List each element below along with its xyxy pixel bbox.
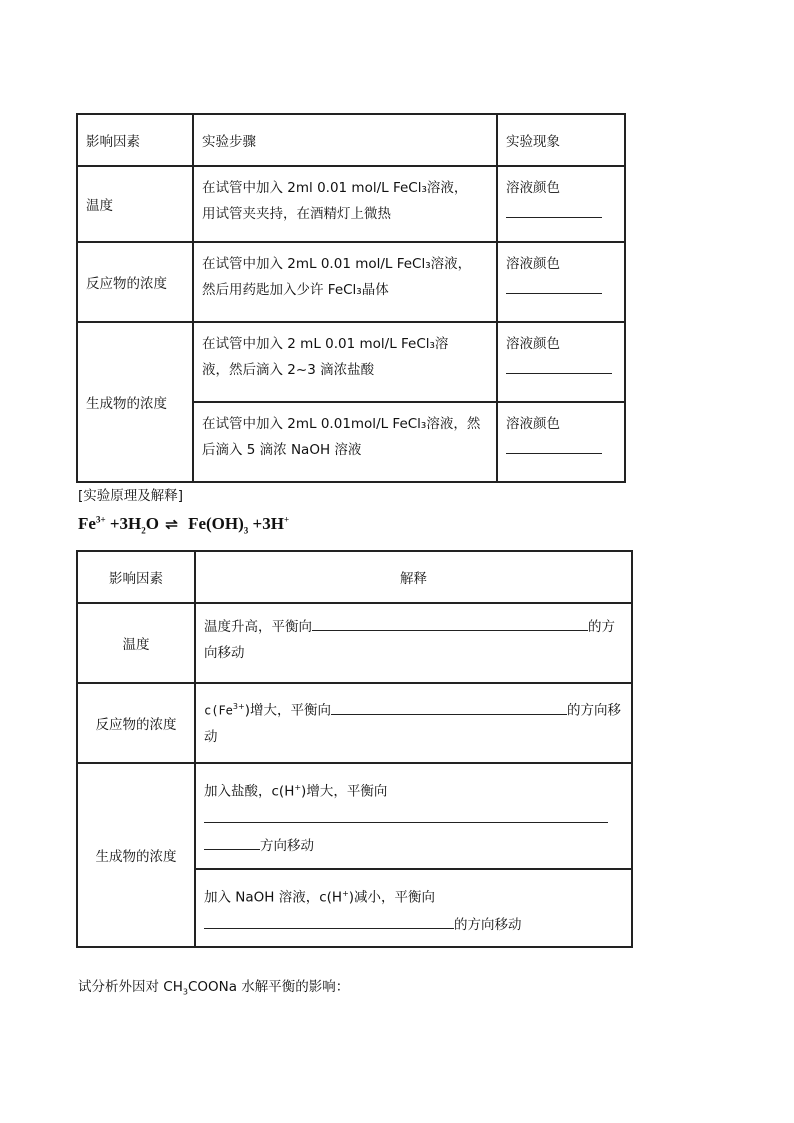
table-header-row [77, 551, 632, 603]
answer-blank[interactable] [506, 359, 612, 374]
table-row [77, 603, 632, 683]
step-cell [193, 322, 497, 402]
answer-blank[interactable] [204, 914, 454, 929]
header-cell: 实验现象 [497, 114, 625, 166]
header-cell: 实验步骤 [193, 114, 497, 166]
factor-cell: 温度 [77, 603, 195, 683]
step-cell [193, 402, 497, 482]
factor-cell: 生成物的浓度 [77, 322, 193, 482]
step-text: 在试管中加入 2mL 0.01 mol/L FeCl₃溶液， [202, 256, 472, 272]
step-text: 在试管中加入 2ml 0.01 mol/L FeCl₃溶液， [202, 180, 468, 196]
explanation-cell: 加入 NaOH 溶液，c(H+)减小，平衡向 的方向移动 [195, 869, 632, 947]
answer-blank[interactable] [312, 616, 588, 631]
answer-blank[interactable] [204, 808, 608, 823]
header-cell: 影响因素 [77, 551, 195, 603]
observation-text: 溶液颜色 [506, 336, 560, 352]
explanation-cell: $c(Fe^{3+})$增大，平衡向 的方向移 动 [195, 683, 632, 763]
explanation-cell: 温度升高，平衡向 的方 向移动 [195, 603, 632, 683]
step-text: 在试管中加入 2 mL 0.01 mol/L FeCl₃溶 [202, 336, 449, 352]
header-cell: 影响因素 [77, 114, 193, 166]
factor-cell: 温度 [77, 166, 193, 242]
step-cell [193, 242, 497, 322]
table-row [77, 242, 625, 322]
observation-cell [497, 166, 625, 242]
step-text: 然后用药匙加入少许 FeCl₃晶体 [202, 282, 389, 298]
step-text: 用试管夹夹持，在酒精灯上微热 [202, 206, 391, 222]
table-row [77, 763, 632, 869]
question-prompt: 试分析外因对 $CH_3COONa$ 水解平衡的影响： [78, 979, 350, 997]
experiment-table [76, 113, 626, 483]
observation-text: 溶液颜色 [506, 416, 560, 432]
answer-blank[interactable] [204, 835, 260, 850]
observation-text: 溶液颜色 [506, 180, 560, 196]
answer-blank[interactable] [506, 439, 602, 454]
table-header-row [77, 114, 625, 166]
section-caption: [实验原理及解释] [78, 488, 184, 504]
explanation-table [76, 550, 633, 948]
factor-cell: 反应物的浓度 [77, 242, 193, 322]
step-text: 后滴入 5 滴浓 NaOH 溶液 [202, 442, 362, 458]
table-row [77, 683, 632, 763]
answer-blank[interactable] [331, 700, 567, 715]
step-text: 液，然后滴入 2~3 滴浓盐酸 [202, 362, 375, 378]
table-row [77, 322, 625, 402]
observation-cell [497, 322, 625, 402]
hydrolysis-equation: $Fe^{3+} +3H_2O$ ⇌ $Fe(OH)_3 +3H^+$ [78, 514, 290, 536]
answer-blank[interactable] [506, 279, 602, 294]
explanation-cell: 加入盐酸，c(H+)增大，平衡向 方向移动 [195, 763, 632, 869]
step-text: 在试管中加入 2mL 0.01mol/L FeCl₃溶液，然 [202, 416, 481, 432]
answer-blank[interactable] [506, 203, 602, 218]
equilibrium-arrow-icon: ⇌ [165, 517, 178, 533]
observation-cell [497, 242, 625, 322]
header-cell: 解释 [195, 551, 632, 603]
factor-cell: 反应物的浓度 [77, 683, 195, 763]
observation-text: 溶液颜色 [506, 256, 560, 272]
observation-cell [497, 402, 625, 482]
step-cell [193, 166, 497, 242]
table-row [77, 166, 625, 242]
factor-cell: 生成物的浓度 [77, 763, 195, 947]
